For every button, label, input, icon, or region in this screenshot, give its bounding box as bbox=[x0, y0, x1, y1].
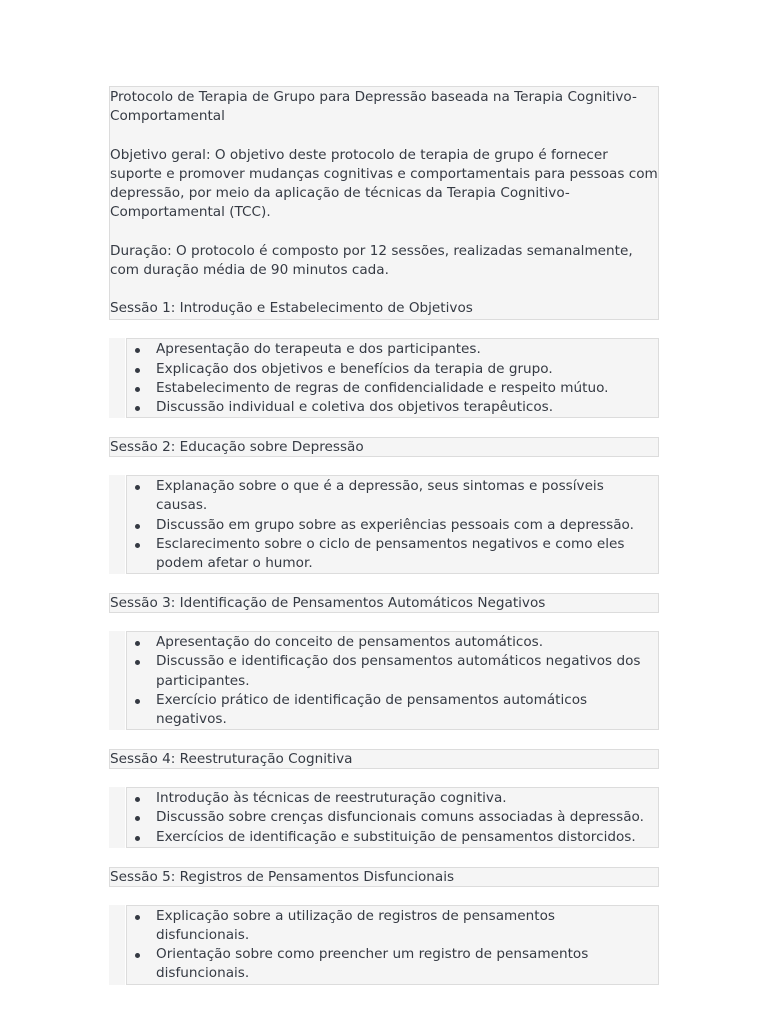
list-item: Orientação sobre como preencher um registro de pensamentos disfuncionais. bbox=[127, 945, 652, 983]
objective-paragraph: Objetivo geral: O objetivo deste protocolo de terapia de grupo é fornecer suporte e promover mudanças cognitivas e comportamentais para pessoas com depressão, por meio da aplicação de técnicas da Terapia Cognitivo-Comportamental (TCC). bbox=[110, 146, 658, 221]
list-item: Introdução às técnicas de reestruturação cognitiva. bbox=[127, 789, 652, 808]
document-title: Protocolo de Terapia de Grupo para Depressão baseada na Terapia Cognitivo-Comportamental bbox=[110, 89, 637, 125]
session-4-title: Sessão 4: Reestruturação Cognitiva bbox=[109, 749, 659, 769]
list-item: Exercício prático de identificação de pensamentos automáticos negativos. bbox=[127, 691, 652, 729]
session-4-list bbox=[126, 787, 659, 848]
list-item: Explicação dos objetivos e benefícios da terapia de grupo. bbox=[127, 360, 652, 379]
list-item: Exercícios de identificação e substituição de pensamentos distorcidos. bbox=[127, 828, 652, 847]
list-item: Esclarecimento sobre o ciclo de pensamentos negativos e como eles podem afetar o humor. bbox=[127, 535, 652, 573]
session-1-title: Sessão 1: Introdução e Estabelecimento de Objetivos bbox=[110, 300, 473, 317]
list-item: Discussão sobre crenças disfuncionais comuns associadas à depressão. bbox=[127, 808, 652, 827]
session-3-list-wrap bbox=[109, 631, 659, 730]
session-2-list-wrap bbox=[109, 475, 659, 574]
session-3-list bbox=[126, 631, 659, 730]
session-5-list bbox=[126, 905, 659, 985]
list-item: Discussão individual e coletiva dos objetivos terapêuticos. bbox=[127, 398, 652, 417]
session-5-list-wrap bbox=[109, 905, 659, 985]
list-item: Explanação sobre o que é a depressão, seus sintomas e possíveis causas. bbox=[127, 477, 652, 515]
session-2-title: Sessão 2: Educação sobre Depressão bbox=[109, 437, 659, 457]
list-item: Discussão e identificação dos pensamentos automáticos negativos dos participantes. bbox=[127, 652, 652, 690]
session-4-list-wrap bbox=[109, 787, 659, 848]
session-1-list-wrap bbox=[109, 338, 659, 418]
intro-block bbox=[109, 86, 659, 320]
session-5-title: Sessão 5: Registros de Pensamentos Disfuncionais bbox=[109, 867, 659, 887]
list-item: Discussão em grupo sobre as experiências pessoais com a depressão. bbox=[127, 516, 652, 535]
list-item: Apresentação do conceito de pensamentos automáticos. bbox=[127, 633, 652, 652]
session-2-list bbox=[126, 475, 659, 574]
document bbox=[109, 86, 659, 998]
session-1-list bbox=[126, 338, 659, 418]
session-3-title: Sessão 3: Identificação de Pensamentos Automáticos Negativos bbox=[109, 593, 659, 613]
list-item: Apresentação do terapeuta e dos participantes. bbox=[127, 340, 652, 359]
duration-paragraph: Duração: O protocolo é composto por 12 sessões, realizadas semanalmente, com duração média de 90 minutos cada. bbox=[110, 242, 633, 278]
list-item: Estabelecimento de regras de confidencialidade e respeito mútuo. bbox=[127, 379, 652, 398]
list-item: Explicação sobre a utilização de registros de pensamentos disfuncionais. bbox=[127, 907, 652, 945]
